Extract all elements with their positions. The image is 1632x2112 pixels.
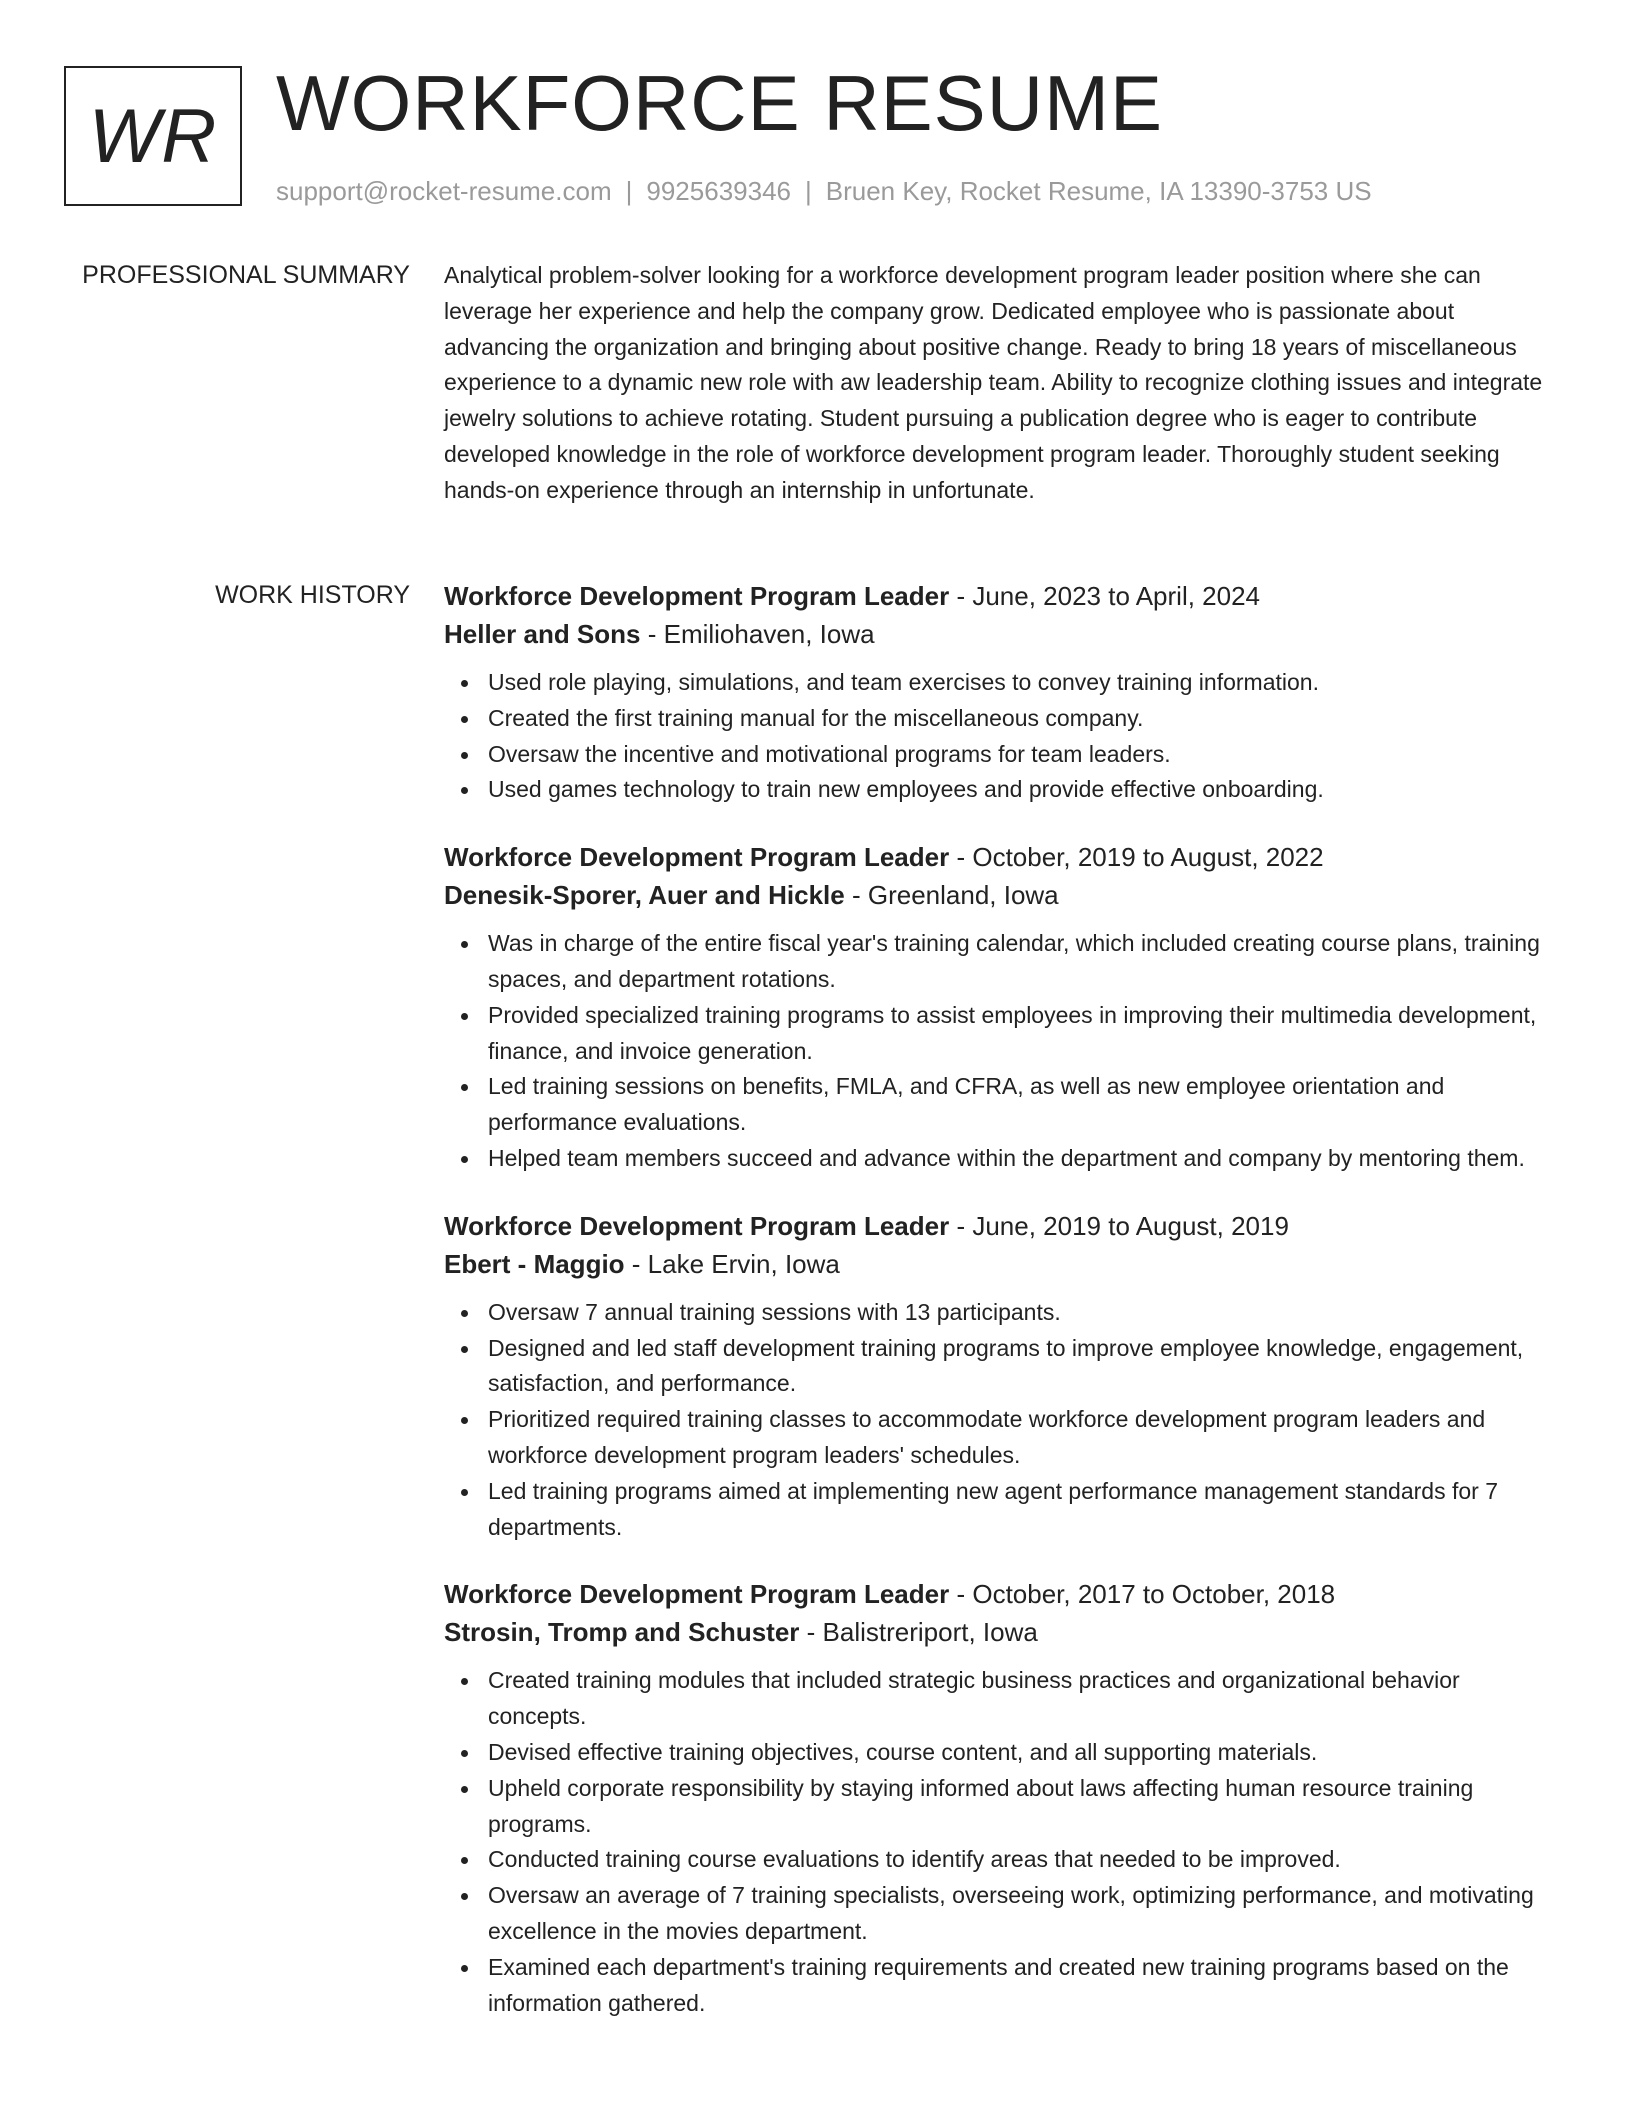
summary-text: Analytical problem-solver looking for a workforce development program leader position where she can leverage her experience and help the company grow. Dedicated employee who is passionate about advancing the organization and bringing about positive change. Ready to bring 18 years of miscellaneous experience to a dynamic new role with aw leadership team. Ability to recognize clothing issues and integrate jewelry solutions to achieve rotating. Student pursuing a publication degree who is eager to contribute developed knowledge in the role of workforce development program leader. Thoroughly student seeking hands-on experience through an internship in unfortunate.: [444, 262, 1543, 503]
bullet-item: [444, 1842, 1554, 1878]
bullet-dot-icon: [461, 1893, 468, 1900]
bullet-dot-icon: [461, 787, 468, 794]
bullet-dot-icon: [461, 1310, 468, 1317]
job-title: Workforce Development Program Leader: [444, 1210, 950, 1241]
contact-phone: 9925639346: [646, 176, 791, 206]
bullet-dot-icon: [461, 1965, 468, 1972]
bullet-text: Designed and led staff development training programs to improve employee knowledge, engagement, satisfaction, and performance.: [488, 1334, 1524, 1397]
bullet-text: Was in charge of the entire fiscal year's training calendar, which included creating course plans, training spaces, and department rotations.: [488, 930, 1540, 992]
job-company: Ebert - Maggio: [444, 1248, 625, 1279]
bullet-text: Led training sessions on benefits, FMLA, and CFRA, as well as new employee orientation and performance evaluations.: [488, 1073, 1445, 1136]
job-entry: [444, 1575, 1554, 2021]
bullet-text: Upheld corporate responsibility by staying informed about laws affecting human resource training programs.: [488, 1774, 1474, 1837]
bullet-item: [444, 737, 1554, 773]
contact-email: support@rocket-resume.com: [276, 176, 612, 206]
bullet-item: [444, 1771, 1554, 1843]
bullet-item: [444, 701, 1554, 737]
bullet-dot-icon: [461, 1156, 468, 1163]
job-dates: - June, 2019 to August, 2019: [949, 1210, 1289, 1241]
bullet-item: [444, 1663, 1554, 1735]
job-title: Workforce Development Program Leader: [444, 581, 950, 611]
bullet-item: [444, 998, 1554, 1070]
bullet-text: Oversaw an average of 7 training specialists, overseeing work, optimizing performance, and motivating excellence in the movies department.: [488, 1882, 1534, 1944]
resume-name: WORKFORCE RESUME: [276, 59, 1164, 147]
contact-separator: |: [805, 176, 812, 206]
bullet-item: [444, 1331, 1554, 1403]
job-bullets: [444, 1663, 1554, 2021]
bullet-item: [444, 1402, 1554, 1474]
job-location: - Lake Ervin, Iowa: [624, 1248, 840, 1279]
bullet-text: Oversaw the incentive and motivational programs for team leaders.: [488, 740, 1171, 767]
bullet-text: Used role playing, simulations, and team exercises to convey training information.: [488, 669, 1319, 695]
job-bullets: [444, 665, 1554, 808]
bullet-dot-icon: [461, 752, 468, 759]
bullet-dot-icon: [461, 716, 468, 723]
job-dates: - October, 2019 to August, 2022: [949, 842, 1324, 873]
bullet-dot-icon: [461, 1857, 468, 1864]
bullet-text: Used games technology to train new employees and provide effective onboarding.: [488, 776, 1324, 803]
bullet-dot-icon: [461, 680, 468, 687]
job-dates: - October, 2017 to October, 2018: [949, 1579, 1336, 1610]
bullet-text: Provided specialized training programs to assist employees in improving their multimedia development, finance, and invoice generation.: [488, 1001, 1537, 1064]
work-history-label: WORK HISTORY: [215, 581, 410, 609]
job-location: - Emiliohaven, Iowa: [640, 619, 875, 649]
job-title-line: [444, 1207, 1554, 1245]
job-title: Workforce Development Program Leader: [444, 1579, 950, 1610]
bullet-dot-icon: [461, 1750, 468, 1757]
job-title-line: [444, 577, 1554, 615]
bullet-item: [444, 1878, 1554, 1950]
summary-body: [444, 258, 1554, 509]
summary-label: PROFESSIONAL SUMMARY: [82, 261, 410, 289]
contact-line: [276, 174, 1372, 208]
job-company-line: [444, 876, 1554, 914]
job-title-line: [444, 838, 1554, 876]
bullet-item: [444, 1295, 1554, 1331]
bullet-item: [444, 1735, 1554, 1771]
job-company-line: [444, 615, 1554, 653]
job-location: - Greenland, Iowa: [844, 880, 1059, 911]
job-company: Denesik-Sporer, Auer and Hickle: [444, 880, 845, 911]
job-entry: [444, 1207, 1554, 1546]
bullet-dot-icon: [461, 941, 468, 948]
bullet-dot-icon: [461, 1417, 468, 1424]
bullet-text: Helped team members succeed and advance within the department and company by mentoring them.: [488, 1144, 1525, 1171]
bullet-dot-icon: [461, 1013, 468, 1020]
bullet-text: Oversaw 7 annual training sessions with 13 participants.: [488, 1298, 1061, 1325]
bullet-item: [444, 1141, 1554, 1177]
monogram-logo: WR: [64, 66, 242, 206]
bullet-text: Prioritized required training classes to accommodate workforce development program leaders and workforce development program leaders' schedules.: [488, 1406, 1486, 1468]
bullet-dot-icon: [461, 1786, 468, 1793]
bullet-text: Led training programs aimed at implementing new agent performance management standards for 7 departments.: [488, 1477, 1499, 1540]
bullet-dot-icon: [461, 1346, 468, 1353]
job-bullets: [444, 926, 1554, 1177]
bullet-dot-icon: [461, 1084, 468, 1091]
bullet-item: [444, 1950, 1554, 2022]
bullet-item: [444, 772, 1554, 808]
bullet-text: Created training modules that included strategic business practices and organizational behavior concepts.: [488, 1667, 1460, 1730]
bullet-text: Created the first training manual for the miscellaneous company.: [488, 704, 1144, 731]
job-bullets: [444, 1295, 1554, 1546]
bullet-item: [444, 926, 1554, 998]
job-entry: [444, 577, 1554, 808]
bullet-text: Conducted training course evaluations to identify areas that needed to be improved.: [488, 1846, 1341, 1873]
job-company: Heller and Sons: [444, 619, 641, 649]
bullet-text: Devised effective training objectives, course content, and all supporting materials.: [488, 1738, 1318, 1765]
job-company-line: [444, 1613, 1554, 1651]
bullet-item: [444, 1069, 1554, 1141]
bullet-item: [444, 1474, 1554, 1546]
bullet-item: [444, 665, 1554, 701]
job-location: - Balistreriport, Iowa: [799, 1617, 1038, 1648]
contact-separator: |: [625, 176, 633, 206]
job-title: Workforce Development Program Leader: [444, 842, 950, 873]
contact-address: Bruen Key, Rocket Resume, IA 13390-3753 US: [825, 176, 1372, 206]
job-dates: - June, 2023 to April, 2024: [949, 581, 1261, 611]
bullet-dot-icon: [461, 1489, 468, 1496]
bullet-text: Examined each department's training requirements and created new training programs based on the information gathered.: [488, 1953, 1509, 2016]
job-title-line: [444, 1575, 1554, 1613]
bullet-dot-icon: [461, 1678, 468, 1685]
job-entry: [444, 838, 1554, 1177]
work-history-body: [444, 577, 1554, 2051]
job-company: Strosin, Tromp and Schuster: [444, 1617, 800, 1648]
job-company-line: [444, 1245, 1554, 1283]
